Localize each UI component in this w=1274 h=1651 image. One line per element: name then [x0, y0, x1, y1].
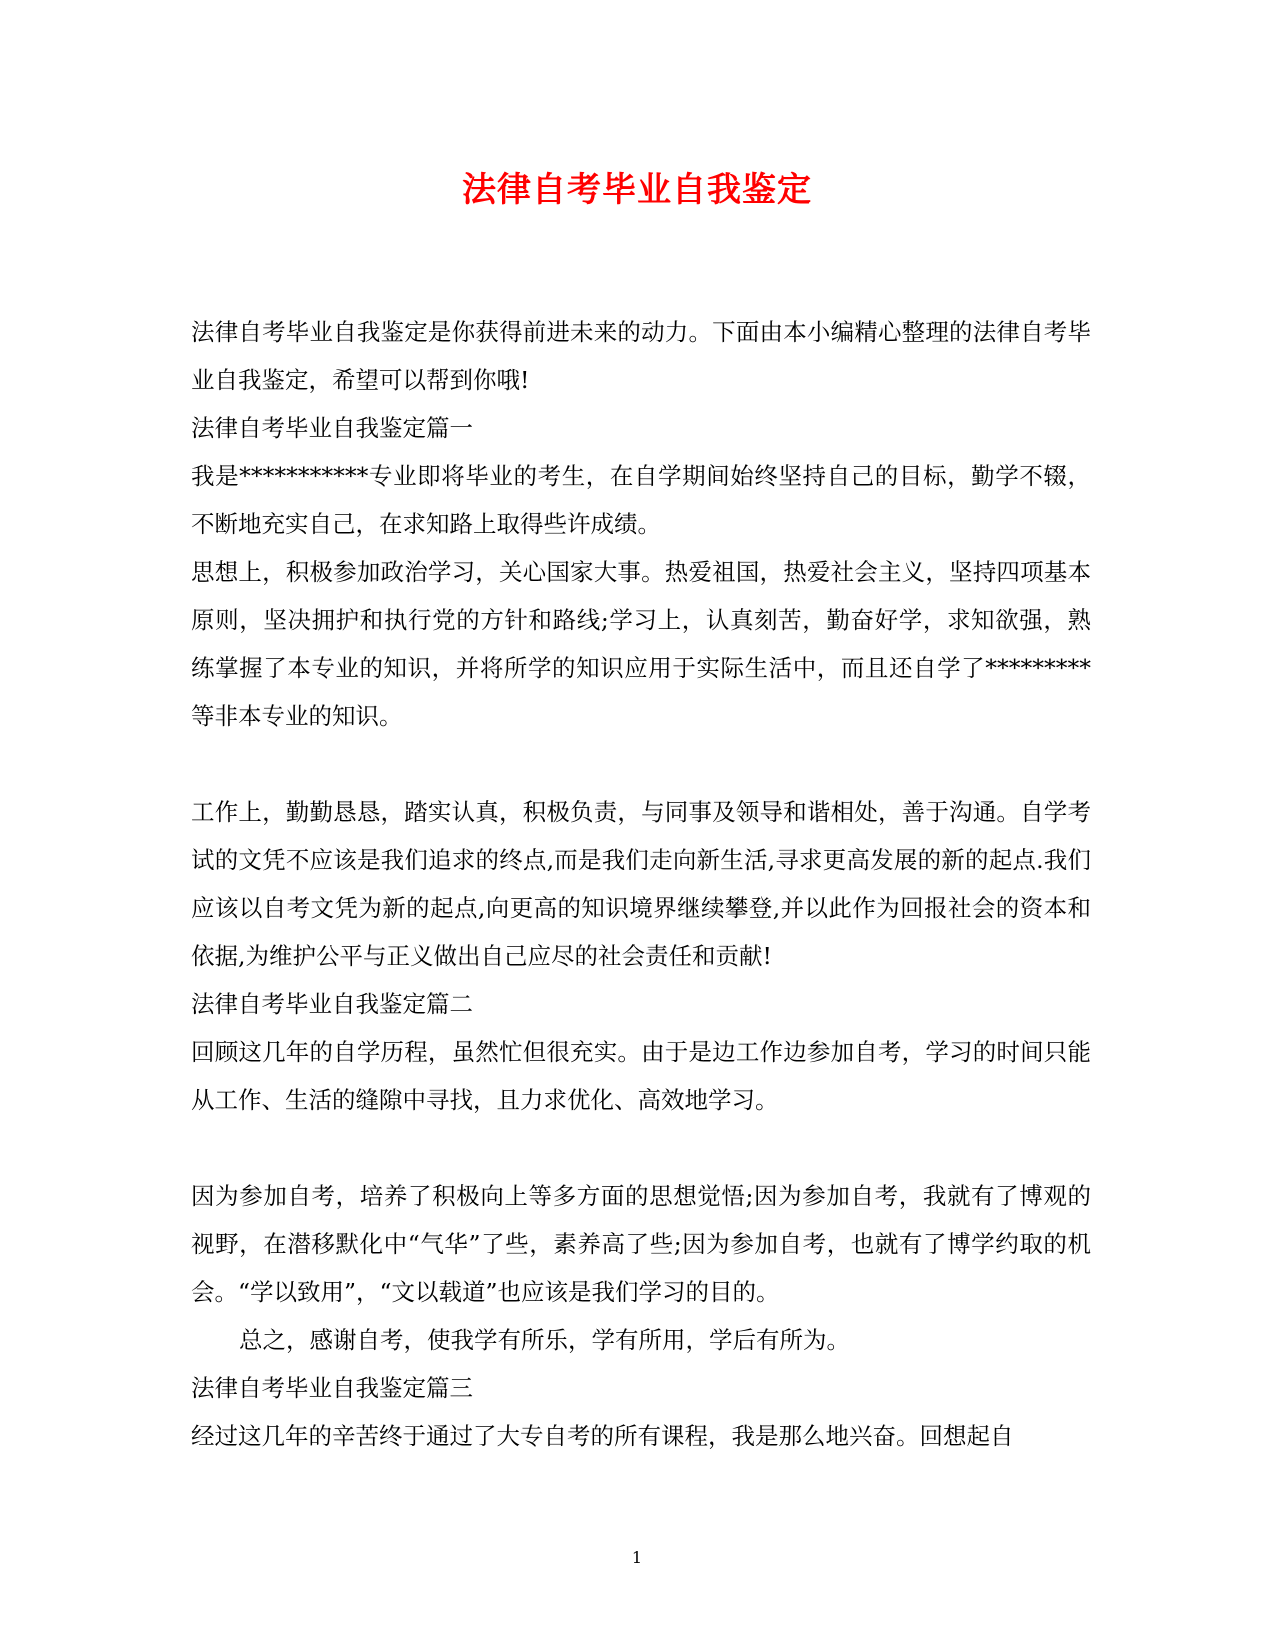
paragraph-spacer [191, 1124, 1091, 1172]
paragraph-spacer [191, 740, 1091, 788]
body-paragraph: 总之，感谢自考，使我学有所乐，学有所用，学后有所为。 [239, 1326, 850, 1354]
page-title: 法律自考毕业自我鉴定 [462, 170, 812, 210]
page-number: 1 [631, 1548, 643, 1567]
intro-paragraph: 法律自考毕业自我鉴定是你获得前进未来的动力。下面由本小编精心整理的法律自考毕业自我鉴定，希望可以帮到你哦! [191, 318, 1091, 394]
body-paragraph: 我是***********专业即将毕业的考生，在自学期间始终坚持自己的目标，勤学不辍，不断地充实自己，在求知路上取得些许成绩。 [191, 462, 1091, 538]
body-paragraph: 工作上，勤勤恳恳，踏实认真，积极负责，与同事及领导和谐相处，善于沟通。自学考试的文凭不应该是我们追求的终点,而是我们走向新生活,寻求更高发展的新的起点.我们应该以自考文凭为新的起点,向更高的知识境界继续攀登,并以此作为回报社会的资本和依据,为维护公平与正义做出自己应尽的社会责任和贡献! [191, 798, 1091, 970]
section-heading-2: 法律自考毕业自我鉴定篇二 [191, 990, 473, 1018]
body-paragraph: 因为参加自考，培养了积极向上等多方面的思想觉悟;因为参加自考，我就有了博观的视野，在潜移默化中“气华”了些，素养高了些;因为参加自考，也就有了博学约取的机会。“学以致用”，“文以载道”也应该是我们学习的目的。 [191, 1182, 1091, 1306]
section-heading-1: 法律自考毕业自我鉴定篇一 [191, 414, 473, 442]
section-heading-3: 法律自考毕业自我鉴定篇三 [191, 1374, 473, 1402]
body-paragraph: 经过这几年的辛苦终于通过了大专自考的所有课程，我是那么地兴奋。回想起自 [191, 1422, 1014, 1450]
document-body [191, 308, 1091, 1460]
body-paragraph: 回顾这几年的自学历程，虽然忙但很充实。由于是边工作边参加自考，学习的时间只能从工作、生活的缝隙中寻找，且力求优化、高效地学习。 [191, 1038, 1091, 1114]
body-paragraph: 思想上，积极参加政治学习，关心国家大事。热爱祖国，热爱社会主义，坚持四项基本原则，坚决拥护和执行党的方针和路线;学习上，认真刻苦，勤奋好学，求知欲强，熟练掌握了本专业的知识，并将所学的知识应用于实际生活中，而且还自学了*********等非本专业的知识。 [191, 558, 1091, 730]
